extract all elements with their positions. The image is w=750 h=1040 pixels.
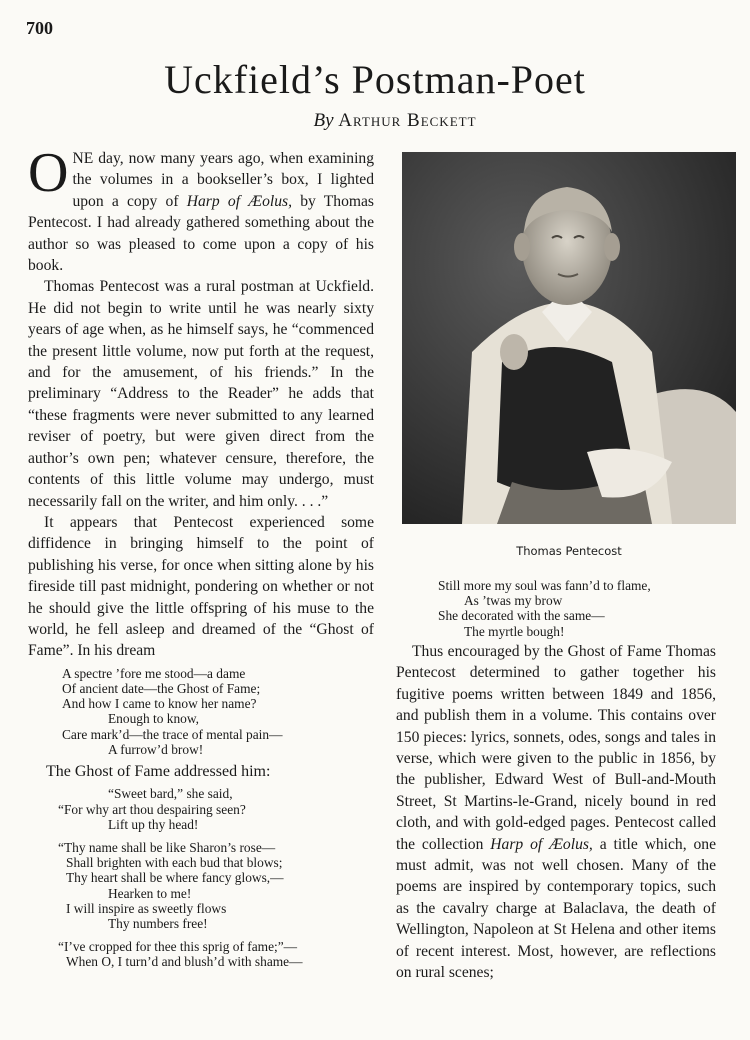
poem-line: Thy heart shall be where fancy glows,— [66, 870, 284, 886]
right-column [396, 641, 716, 984]
byline [0, 110, 750, 132]
article-title: Uckfield’s Postman-Poet [164, 57, 586, 102]
poem-stanza-1 [28, 666, 374, 757]
poem-line: Hearken to me! [108, 885, 192, 901]
poem-line: I will inspire as sweetly flows [66, 900, 227, 916]
page-number: 700 [26, 18, 53, 38]
poem-line: “I’ve cropped for thee this sprig of fame;”— [58, 939, 298, 955]
portrait-illustration [402, 152, 736, 524]
portrait-photo [402, 152, 736, 524]
poem-line: When O, I turn’d and blush’d with shame— [66, 954, 303, 970]
poem-stanza-3 [28, 840, 374, 931]
poem-line: Care mark’d—the trace of mental pain— [62, 726, 283, 742]
poem-line: Still more my soul was fann’d to flame, [438, 578, 651, 593]
left-column [28, 142, 374, 974]
poem-line: She decorated with the same— [438, 608, 605, 624]
p1-text-b: by Thomas Pentecost. I had already gathered something about the author so was pleased to come upon a copy of his book. [28, 192, 374, 275]
photo-caption: Thomas Pentecost [516, 544, 622, 558]
byline-author: Arthur Beckett [338, 110, 477, 131]
drop-cap: O [28, 142, 69, 204]
poem-line: “Sweet bard,” she said, [108, 786, 233, 802]
poem-line: Thy numbers free! [108, 916, 208, 931]
poem-stanza-5 [438, 578, 651, 639]
poem-line: And how I came to know her name? [62, 696, 257, 712]
paragraph-1 [28, 142, 374, 276]
poem-line: The myrtle bough! [464, 623, 565, 639]
poem-stanza-2 [28, 786, 374, 832]
poem-line: As ’twas my brow [464, 593, 563, 609]
paragraph-4 [396, 641, 716, 984]
p1-smallcaps: NE [72, 150, 94, 167]
poem-line: Shall brighten with each bud that blows; [66, 855, 283, 871]
paragraph-3: It appears that Pentecost experienced some diffidence in bringing himself to the point of publishing his verse, for once when sitting alone by his fireside till past midnight, pondering on whether or not he should give the little offspring of his muse to the world, he fell asleep and dreamed of the “Ghost of Fame”. In his dream [28, 513, 374, 660]
paragraph-2: Thomas Pentecost was a rural postman at Uckfield. He did not begin to write until he was nearly sixty years of age when, as he himself says, he “commenced the present little volume, now put forth at the request, and for the amusement, of his friends.” In the preliminary “Address to the Reader” he adds that “these fragments were never submitted to any learned reviser of poetry, but were given direct from the author’s own pen; whatever censure, therefore, the contents of this little volume may undergo, must necessarily fall on the writer, and him only. . . .” [28, 278, 374, 510]
p4-text-a: Thus encouraged by the Ghost of Fame Thomas Pentecost determined to gather together his fugitive poems written between 1849 and 1856, and publish them in a volume. This contains over 150 pieces: lyrics, sonnets, odes, songs and tales in verse, which were given to the public in 1856, by the publisher, Edward West of Bull-and-Mouth Street, St Martins-le-Grand, nicely bound in red cloth, and with gold-edged pages. Pentecost called the collection [396, 643, 716, 853]
poem-intro: The Ghost of Fame addressed him: [46, 762, 271, 780]
poem-line: Lift up thy head! [108, 816, 199, 832]
book-title-ref-2: Harp of Æolus, [490, 835, 593, 853]
poem-line: “Thy name shall be like Sharon’s rose— [58, 839, 276, 855]
poem-line: A spectre ’fore me stood—a dame [62, 665, 246, 681]
poem-line: “For why art thou despairing seen? [58, 801, 246, 817]
poem-line: A furrow’d brow! [108, 741, 204, 757]
poem-line: Enough to know, [108, 711, 200, 727]
book-title-ref: Harp of Æolus, [186, 192, 292, 210]
byline-by: By [313, 110, 334, 131]
p1-text-a: day, now many years ago, when examining the volumes in a bookseller’s box, I lighted upon a copy of [72, 150, 374, 210]
poem-line: Of ancient date—the Ghost of Fame; [62, 680, 261, 696]
p4-text-b: a title which, one must admit, was not well chosen. Many of the poems are inspired by contemporary topics, such as the cavalry charge at Balaclava, the death of Wellington, Napoleon at St Helena and other items of recent interest. Most, however, are reflections on rural scenes; [396, 835, 716, 982]
poem-stanza-4 [28, 939, 374, 969]
